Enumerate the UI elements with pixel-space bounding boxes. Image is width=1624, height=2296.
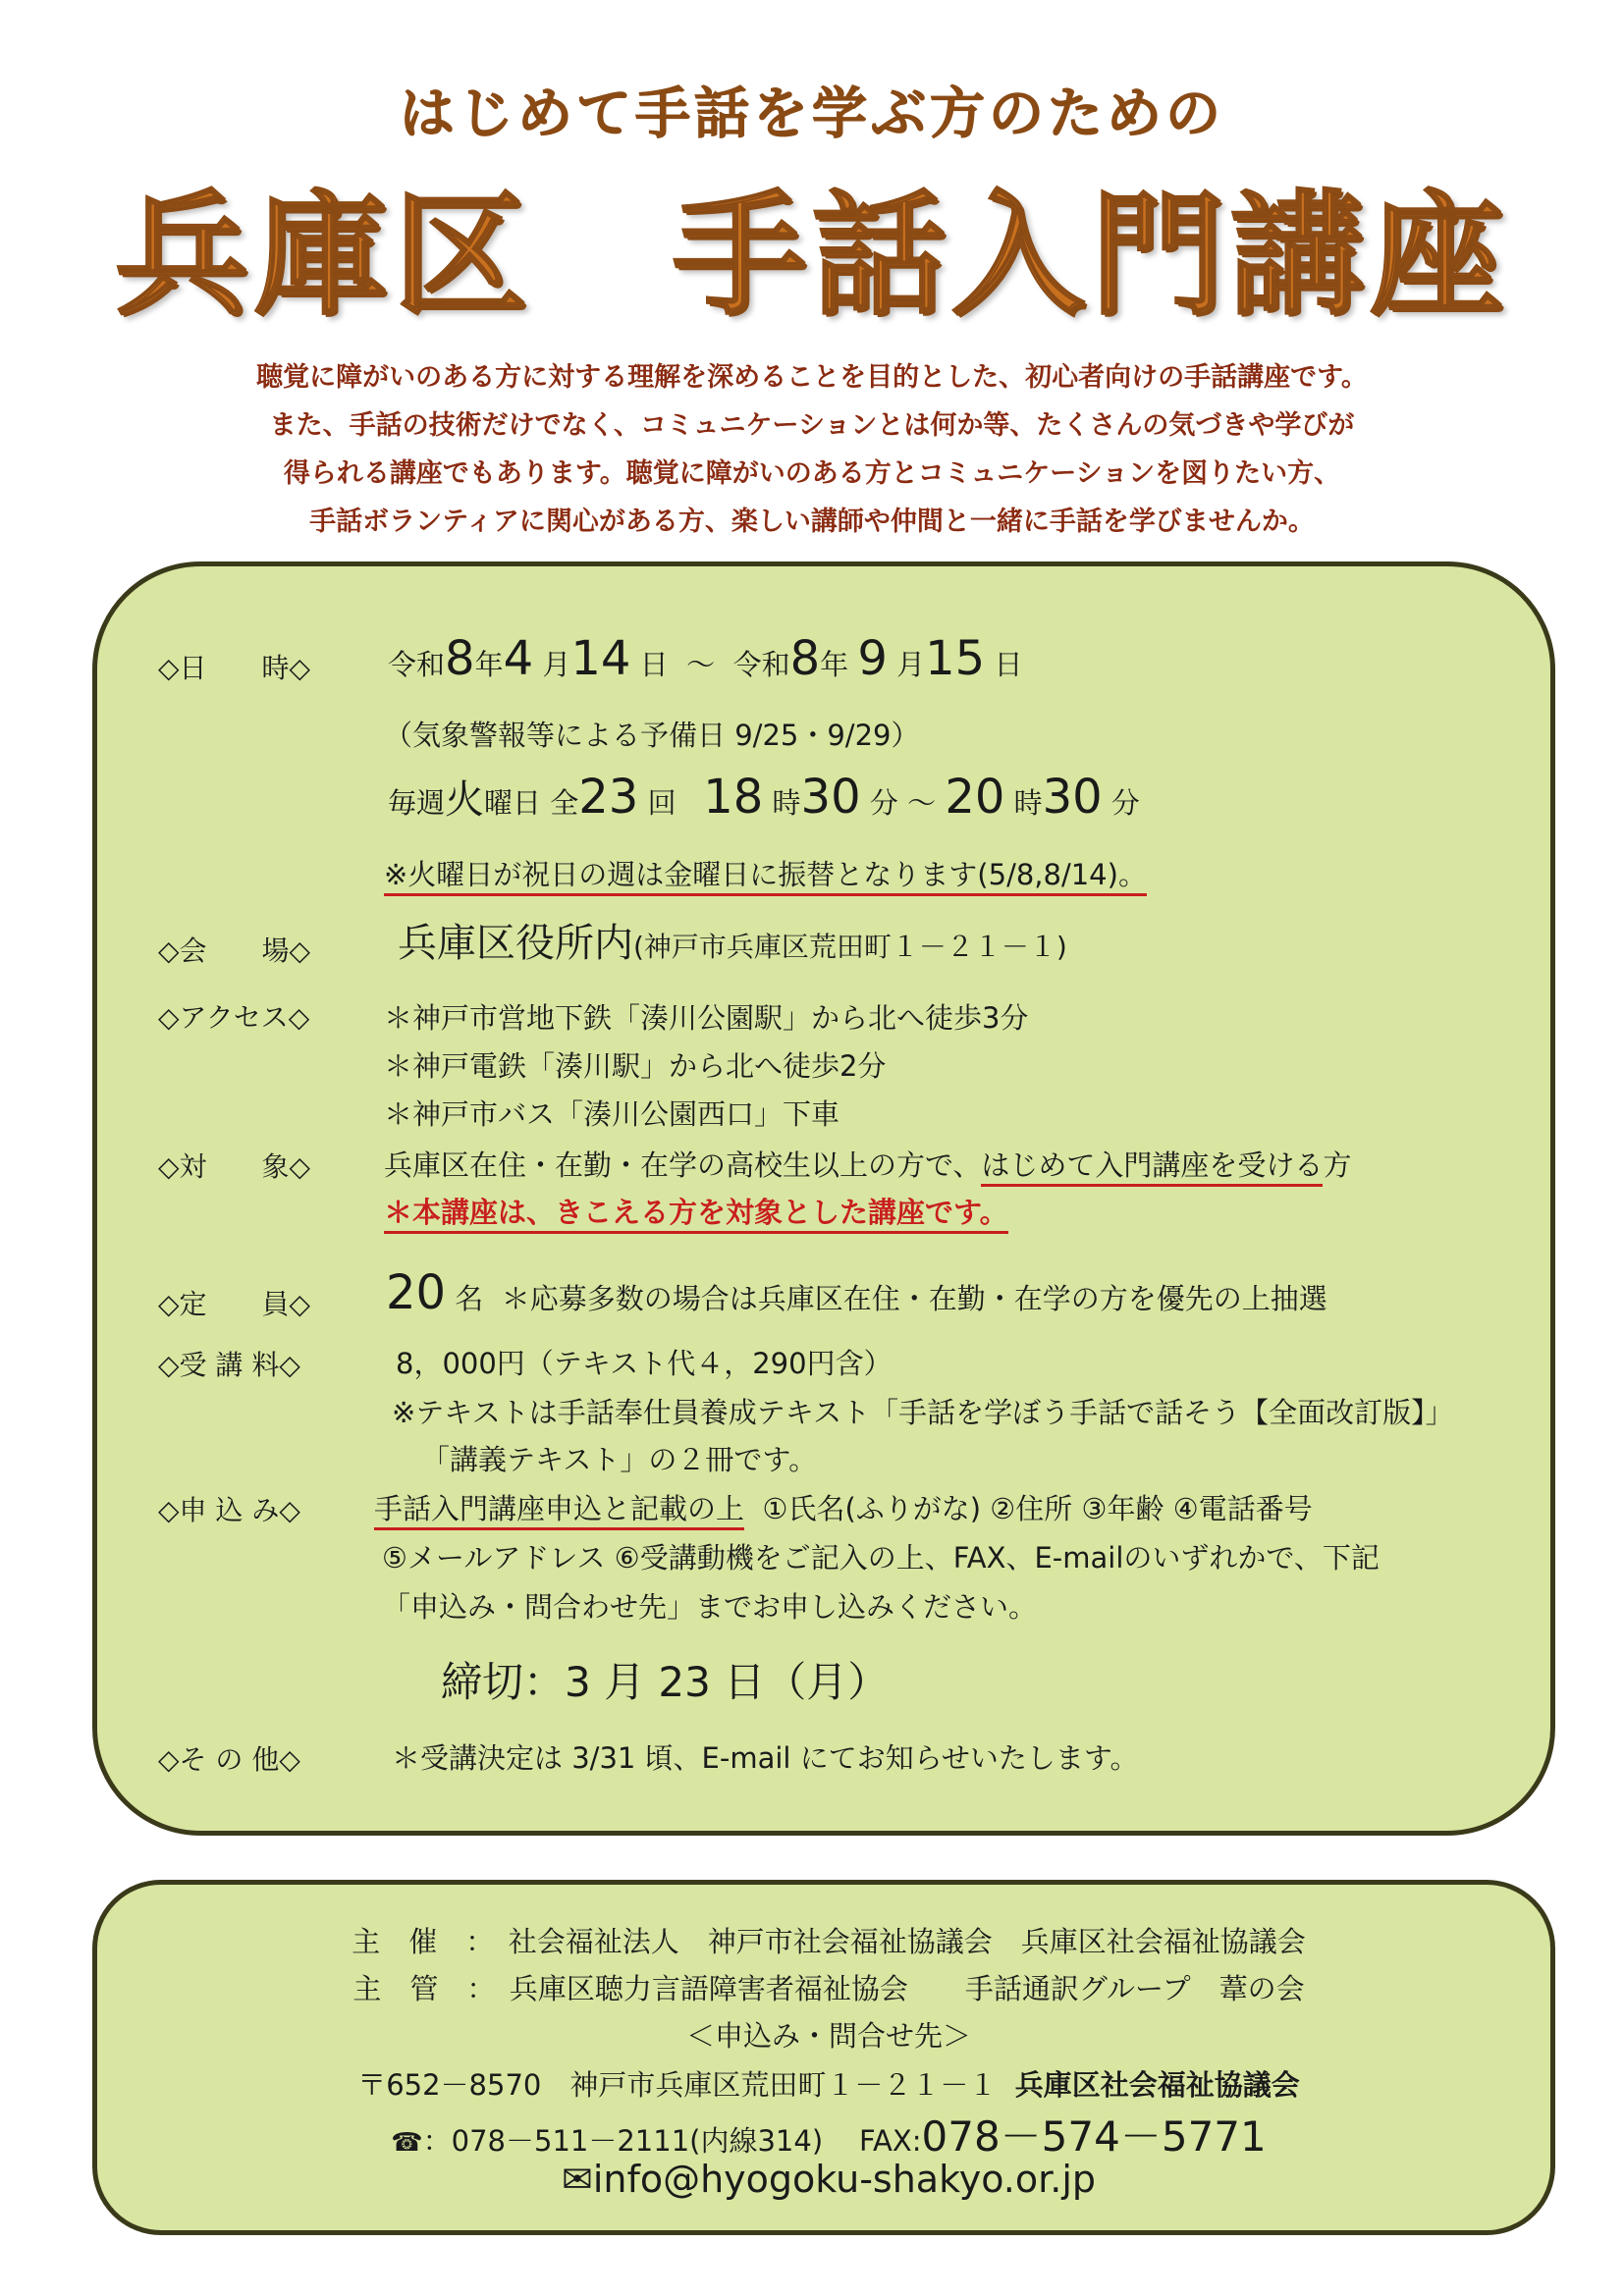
schedule-dates: 令和8年4 月14 日 ～ 令和8年 9 月15 日 <box>388 631 1023 686</box>
intro-line: 聴覚に障がいのある方に対する理解を深めることを目的とした、初心者向けの手話講座です。 <box>256 362 1368 393</box>
contact-address: 〒652－8570 神戸市兵庫区荒田町１－２１－１ 兵庫区社会福祉協議会 <box>357 2068 1300 2102</box>
intro-line: 得られる講座でもあります。聴覚に障がいのある方とコミュニケーションを図りたい方、 <box>283 458 1341 489</box>
phone-icon: ☎ <box>391 2128 423 2158</box>
info-panel <box>92 561 1555 1836</box>
schedule-reserve: （気象警報等による予備日 9/25・9/29） <box>384 719 920 752</box>
apply-line: ⑤メールアドレス ⑥受講動機をご記入の上、FAX、E-mailのいずれかで、下記 <box>382 1541 1380 1575</box>
access-item: ＊神戸市バス「湊川公園西口」下車 <box>384 1097 840 1131</box>
fee-note: ※テキストは手話奉仕員養成テキスト「手話を学ぼう手話で話そう【全面改訂版】」 <box>392 1396 1454 1429</box>
sponsor: 主 催 ： 社会福祉法人 神戸市社会福祉協議会 兵庫区社会福祉協議会 <box>352 1925 1306 1958</box>
venue-address: (神戸市兵庫区荒田町１－２１－１) <box>633 931 1067 963</box>
venue-name: 兵庫区役所内 <box>398 921 633 966</box>
schedule-weekly: 毎週火曜日 全23 回 18 時30 分 ～ 20 時30 分 <box>388 770 1140 825</box>
access-label: ◇アクセス◇ <box>158 1001 310 1034</box>
fee-label: ◇受 講 料◇ <box>158 1349 300 1381</box>
capacity-label: ◇定 員◇ <box>158 1288 311 1320</box>
intro-line: 手話ボランティアに関心がある方、楽しい講師や仲間と一緒に手話を学びませんか。 <box>309 507 1315 537</box>
contact-phone: ☎：078－511－2111(内線314) FAX:078－574－5771 <box>391 2112 1267 2161</box>
schedule-note: ※火曜日が祝日の週は金曜日に振替となります(5/8,8/14)。 <box>384 853 1147 893</box>
contact-title: ＜申込み・問合せ先＞ <box>685 2019 971 2053</box>
apply-line: 手話入門講座申込と記載の上 ①氏名(ふりがな) ②住所 ③年齢 ④電話番号 <box>374 1487 1313 1527</box>
mail-icon: ✉ <box>561 2158 593 2201</box>
venue-text <box>398 912 1067 968</box>
schedule-label: ◇日 時◇ <box>158 652 311 684</box>
deadline: 締切：3 月 23 日（月） <box>441 1658 890 1706</box>
organizer-panel <box>92 1880 1555 2235</box>
access-item: ＊神戸市営地下鉄「湊川公園駅」から北へ徒歩3分 <box>384 1001 1029 1035</box>
target-text: 兵庫区在住・在勤・在学の高校生以上の方で、はじめて入門講座を受ける方 <box>384 1144 1351 1184</box>
manager: 主 管 ： 兵庫区聴力言語障害者福祉協会 手話通訳グループ 葦の会 <box>352 1972 1305 2005</box>
fee-amount: 8，000円（テキスト代４，290円含） <box>396 1347 893 1380</box>
other-text: ＊受講決定は 3/31 頃、E-mail にてお知らせいたします。 <box>392 1741 1139 1775</box>
contact-email: ✉info@hyogoku-shakyo.or.jp <box>561 2158 1097 2201</box>
access-item: ＊神戸電鉄「湊川駅」から北へ徒歩2分 <box>384 1049 887 1083</box>
capacity-text: 20 名 ＊応募多数の場合は兵庫区在住・在勤・在学の方を優先の上抽選 <box>386 1265 1327 1320</box>
intro-line: また、手話の技術だけでなく、コミュニケーションとは何か等、たくさんの気づきや学びが <box>269 410 1355 441</box>
apply-label: ◇申 込 み◇ <box>158 1494 300 1526</box>
subtitle: はじめて手話を学ぶ方のための <box>400 82 1224 146</box>
intro-text <box>0 353 1624 546</box>
target-note: ＊本講座は、きこえる方を対象とした講座です。 <box>384 1191 1008 1231</box>
page-title: 兵庫区 手話入門講座 <box>115 179 1509 334</box>
apply-line: 「申込み・問合わせ先」までお申し込みください。 <box>382 1590 1038 1624</box>
fee-note: 「講義テキスト」の２冊です。 <box>421 1443 818 1476</box>
other-label: ◇そ の 他◇ <box>158 1743 300 1776</box>
target-label: ◇対 象◇ <box>158 1150 311 1183</box>
venue-label: ◇会 場◇ <box>158 934 311 967</box>
